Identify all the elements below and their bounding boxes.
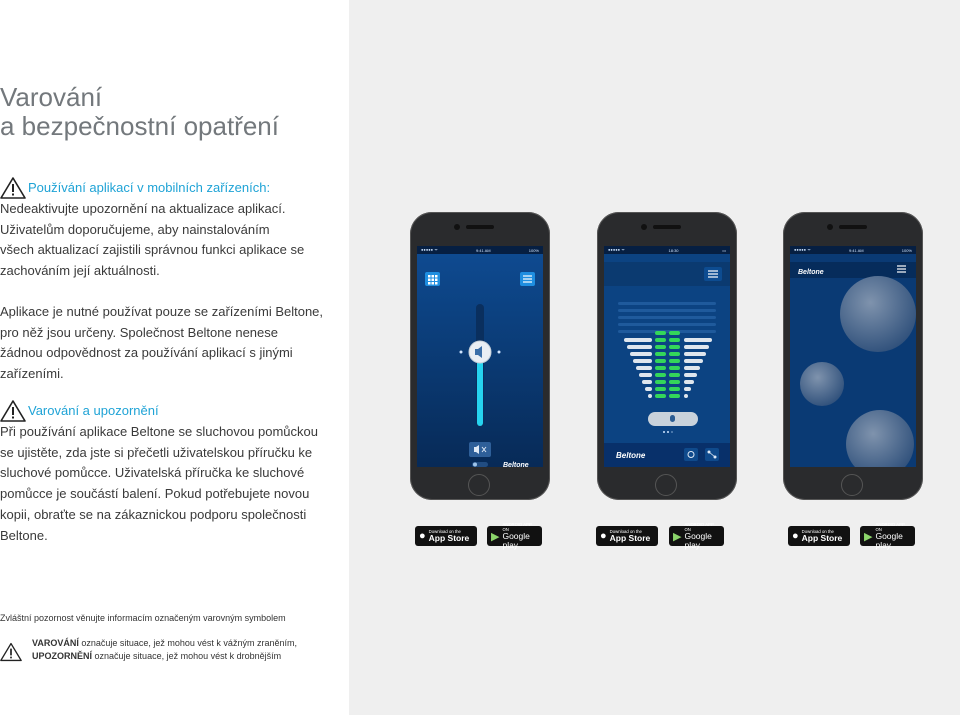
section-warnings bbox=[0, 400, 330, 546]
program-sphere-small[interactable] bbox=[800, 362, 844, 406]
legend-warning-term: VAROVÁNÍ bbox=[32, 638, 79, 648]
google-play-small: ANDROID APP ON bbox=[684, 522, 714, 532]
beltone-logo: Beltone bbox=[503, 462, 529, 467]
section-device-usage-line: pro něž jsou určeny. Společnost Beltone nenese bbox=[0, 324, 278, 340]
phone-speaker bbox=[839, 225, 867, 229]
google-play-big: Google play bbox=[502, 531, 530, 550]
section-mobile-apps bbox=[0, 177, 330, 282]
status-time: 9:41 AM bbox=[848, 247, 864, 253]
page-title-line-2: a bezpečnostní opatření bbox=[0, 111, 279, 141]
section-warnings-line: kopii, obraťte se na zákaznickou podporu společnosti bbox=[0, 506, 307, 522]
app-store-big: App Store bbox=[428, 533, 470, 543]
phone-speaker bbox=[653, 225, 681, 229]
status-bar bbox=[790, 246, 916, 254]
phone-speaker bbox=[466, 225, 494, 229]
spheres-app-ui bbox=[790, 254, 916, 467]
volume-slider-fill bbox=[477, 354, 483, 426]
app-store-big: App Store bbox=[609, 533, 651, 543]
section-warnings-line: sluchové pomůcce. Uživatelská příručka ke sluchové bbox=[0, 465, 305, 481]
app-store-big: App Store bbox=[801, 533, 843, 543]
section-device-usage-line: zařízeními. bbox=[0, 366, 64, 382]
page-title-line-1: Varování bbox=[0, 82, 103, 112]
legend-warning bbox=[32, 637, 297, 650]
warning-triangle-icon bbox=[0, 400, 26, 422]
legend-caution-term: UPOZORNĚNÍ bbox=[32, 650, 93, 661]
status-carrier: ●●●●● ᯤ bbox=[794, 247, 811, 252]
microphone-icon bbox=[670, 415, 675, 422]
section-mobile-apps-line: zachováním její aktuálnosti. bbox=[0, 263, 160, 279]
home-button[interactable] bbox=[655, 474, 677, 496]
status-carrier: ●●●●● ᯤ bbox=[608, 247, 625, 252]
section-mobile-apps-line: všech aktualizací zajistili správnou funkci aplikace se bbox=[0, 242, 305, 258]
status-time: 9:41 AM bbox=[475, 247, 491, 253]
beltone-logo: Beltone bbox=[616, 451, 646, 460]
google-play-badge[interactable] bbox=[487, 522, 542, 550]
section-mobile-apps-line: Uživatelům doporučujeme, aby nainstalováním bbox=[0, 221, 270, 237]
warning-triangle-icon bbox=[0, 177, 26, 199]
apple-icon: ● bbox=[600, 530, 607, 542]
google-play-badge[interactable] bbox=[860, 522, 915, 550]
settings-icon[interactable] bbox=[684, 448, 698, 461]
status-time: 18:30 bbox=[668, 247, 679, 253]
volume-down-dot[interactable] bbox=[460, 351, 463, 354]
equalizer-app-ui bbox=[604, 254, 730, 467]
section-mobile-apps-line: Nedeaktivujte upozornění na aktualizace aplikací. bbox=[0, 201, 286, 216]
google-play-small: ANDROID APP ON bbox=[502, 522, 532, 532]
app-store-small: Download on the bbox=[801, 529, 834, 534]
phone-screen bbox=[604, 246, 730, 467]
app-store-badge[interactable] bbox=[788, 526, 850, 546]
section-mobile-apps-title: Používání aplikací v mobilních zařízeních: bbox=[28, 179, 271, 195]
home-button[interactable] bbox=[841, 474, 863, 496]
status-carrier: ●●●●● ᯤ bbox=[421, 247, 438, 252]
footer-legend bbox=[0, 637, 297, 663]
section-warnings-title: Varování a upozornění bbox=[28, 402, 159, 418]
google-play-big: Google play bbox=[684, 531, 712, 550]
phone-spheres-screen bbox=[783, 212, 923, 500]
legend-caution bbox=[32, 650, 297, 663]
status-battery: 100% bbox=[528, 247, 539, 253]
app-store-badge[interactable] bbox=[596, 526, 658, 546]
phone-screen bbox=[790, 246, 916, 467]
volume-app-ui bbox=[417, 254, 543, 467]
footer-note: Zvláštní pozornost věnujte informacím označeným varovným symbolem bbox=[0, 613, 286, 623]
app-store-small: Download on the bbox=[609, 529, 642, 534]
legend-caution-text: označuje situace, jež mohou vést k drobnějším bbox=[94, 650, 282, 661]
section-device-usage-line: Aplikace je nutné používat pouze se zařízeními Beltone, bbox=[0, 304, 324, 319]
section-warnings-heading bbox=[0, 400, 330, 422]
phone-equalizer-screen bbox=[597, 212, 737, 500]
beltone-logo: Beltone bbox=[798, 269, 824, 276]
program-sphere-large[interactable] bbox=[840, 276, 916, 352]
home-button[interactable] bbox=[468, 474, 490, 496]
phone-camera bbox=[454, 224, 460, 230]
phone-volume-screen bbox=[410, 212, 550, 500]
play-icon: ▶ bbox=[491, 530, 500, 543]
apple-icon: ● bbox=[419, 530, 426, 542]
status-battery: ▭ bbox=[722, 247, 726, 253]
volume-up-dot[interactable] bbox=[498, 351, 501, 354]
status-bar bbox=[417, 246, 543, 254]
apple-icon: ● bbox=[792, 530, 799, 542]
legend-text bbox=[32, 637, 297, 662]
section-device-usage bbox=[0, 302, 330, 385]
section-warnings-line: Beltone. bbox=[0, 527, 48, 543]
legend-warning-text: označuje situace, jež mohou vést k vážným zraněním, bbox=[81, 638, 297, 648]
google-play-badge[interactable] bbox=[669, 522, 724, 550]
app-store-small: Download on the bbox=[428, 529, 461, 534]
app-store-badge[interactable] bbox=[415, 526, 477, 546]
section-warnings-line: se ujistěte, zda jste si přečetli uživatelskou příručku ke bbox=[0, 444, 313, 460]
phone-camera bbox=[827, 224, 833, 230]
phone-screen bbox=[417, 246, 543, 467]
warning-triangle-icon bbox=[0, 641, 22, 663]
page-title bbox=[0, 83, 279, 141]
google-play-big: Google play bbox=[875, 531, 903, 550]
play-icon: ▶ bbox=[864, 530, 873, 543]
section-mobile-apps-heading bbox=[0, 177, 330, 199]
phone-camera bbox=[641, 224, 647, 230]
section-device-usage-line: žádnou odpovědnost za používání aplikací s jinými bbox=[0, 345, 293, 361]
section-warnings-line: pomůcce je součástí balení. Pokud potřebujete novou bbox=[0, 486, 310, 502]
google-play-small: ANDROID APP ON bbox=[875, 522, 905, 532]
section-warnings-line: Při používání aplikace Beltone se sluchovou pomůckou bbox=[0, 424, 318, 439]
play-icon: ▶ bbox=[673, 530, 682, 543]
status-bar bbox=[604, 246, 730, 254]
status-battery: 100% bbox=[901, 247, 912, 253]
mute-button[interactable] bbox=[469, 442, 491, 457]
